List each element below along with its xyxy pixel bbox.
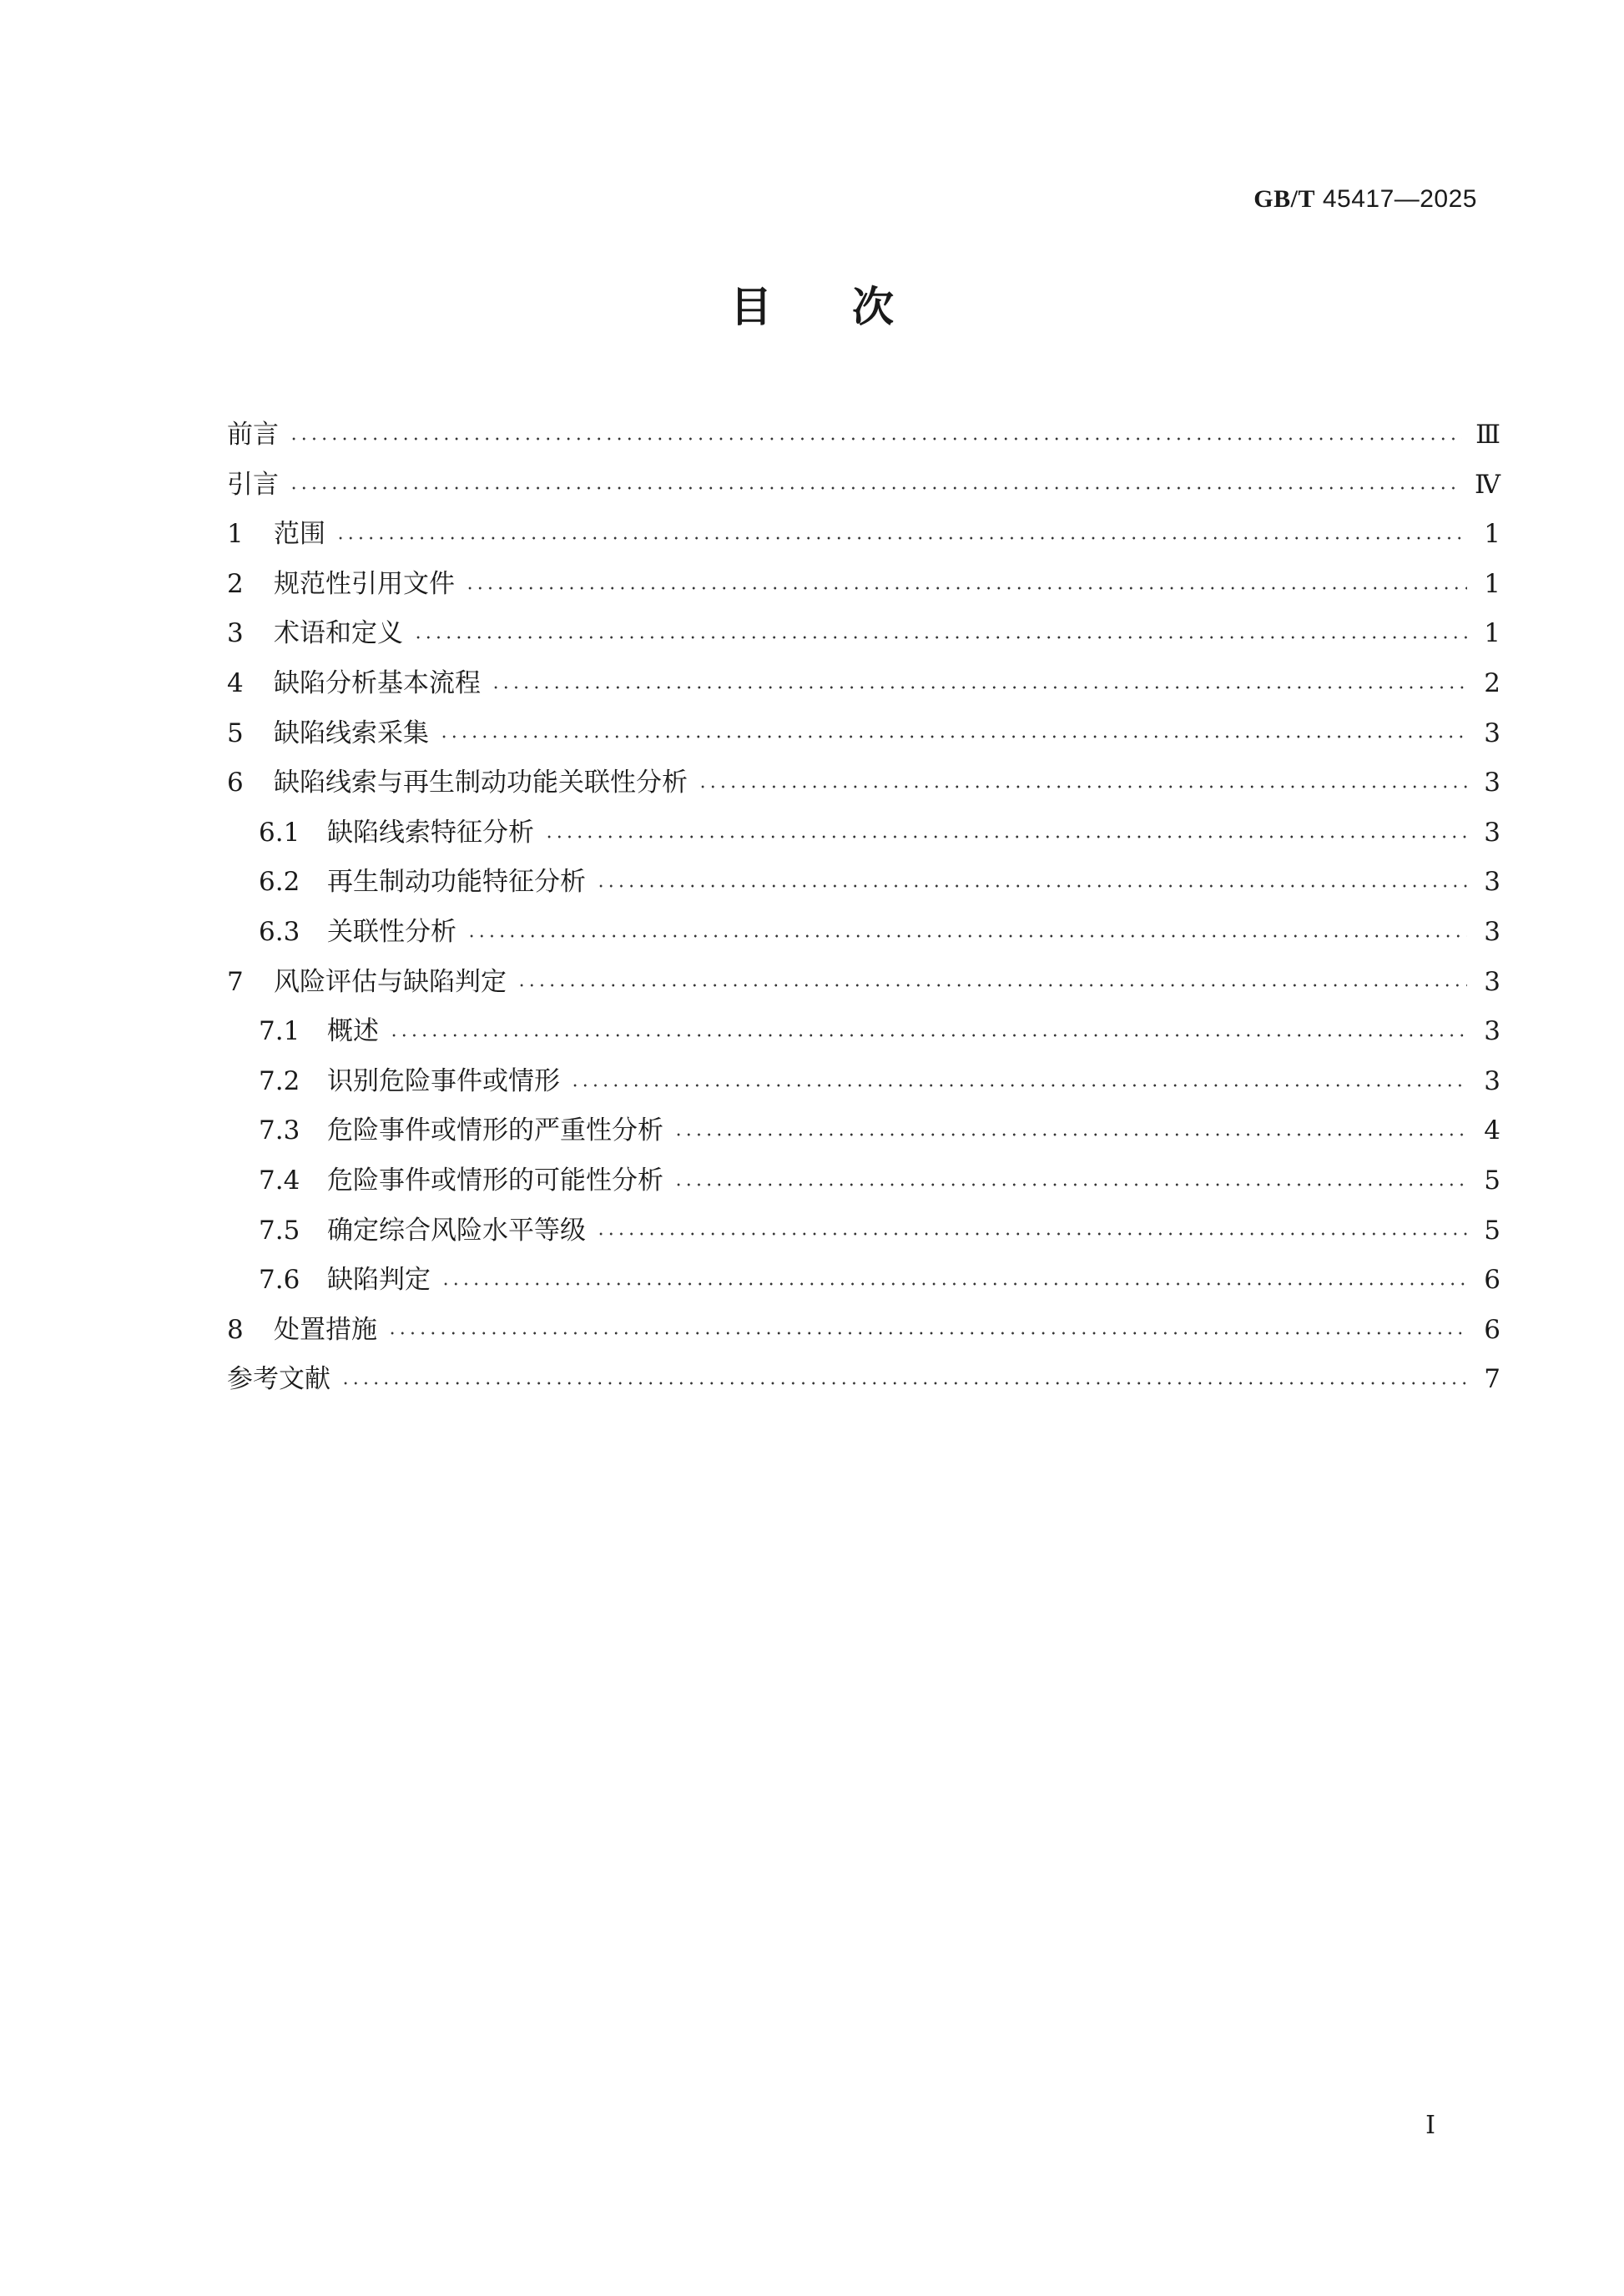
page-number: Ⅰ (1425, 2111, 1435, 2140)
toc-entry-number: 7.1 (259, 1016, 300, 1047)
toc-entry-page: 3 (1484, 768, 1500, 798)
dot-leader (517, 984, 1467, 987)
toc-entry-number: 3 (227, 618, 244, 649)
toc-entry-page: 2 (1484, 667, 1500, 698)
dot-leader (389, 1034, 1467, 1037)
toc-entry-label: 处置措施 (274, 1314, 377, 1345)
toc-entry[interactable] (227, 908, 1500, 958)
dot-leader (335, 536, 1467, 540)
toc-entry-label: 危险事件或情形的严重性分析 (327, 1115, 663, 1146)
toc-entry-label: 风险评估与缺陷判定 (274, 966, 507, 997)
toc-entry-number: 7.5 (259, 1215, 300, 1246)
standard-code (1253, 185, 1477, 214)
dot-leader (596, 884, 1467, 888)
toc-entry-page: 3 (1484, 867, 1500, 898)
toc-entry-page: 3 (1484, 1065, 1500, 1096)
toc-entry-number: 7.4 (259, 1165, 300, 1196)
toc-entry-page: 1 (1484, 519, 1500, 550)
toc-entry-page: 3 (1484, 1016, 1500, 1047)
dot-leader (413, 636, 1467, 639)
toc-entry-number: 7.2 (259, 1065, 300, 1096)
toc-entry-page: 5 (1484, 1165, 1500, 1196)
toc-list (227, 410, 1500, 1405)
standard-prefix: GB/T (1253, 185, 1315, 213)
dot-leader (570, 1084, 1467, 1087)
toc-entry[interactable] (227, 560, 1500, 610)
toc-entry-label: 规范性引用文件 (274, 568, 455, 599)
dot-leader (340, 1382, 1467, 1385)
toc-entry-number: 2 (227, 568, 244, 599)
dot-leader (289, 486, 1461, 490)
toc-entry[interactable] (227, 609, 1500, 659)
toc-entry-page: 1 (1484, 568, 1500, 599)
toc-entry-label: 危险事件或情形的可能性分析 (327, 1165, 663, 1196)
toc-title-part1: 目 (730, 283, 772, 331)
toc-entry[interactable] (227, 410, 1500, 461)
toc-title-part2: 次 (852, 283, 894, 331)
toc-entry-number: 7.6 (259, 1265, 300, 1296)
toc-entry-label: 识别危险事件或情形 (327, 1065, 560, 1096)
toc-entry-number: 8 (227, 1314, 244, 1345)
toc-entry-number: 7.3 (259, 1115, 300, 1146)
toc-entry-label: 缺陷线索采集 (274, 718, 429, 748)
toc-entry-page: 5 (1484, 1215, 1500, 1246)
toc-entry-label: 参考文献 (227, 1364, 330, 1395)
standard-number: 45417—2025 (1322, 185, 1477, 213)
toc-entry[interactable] (227, 808, 1500, 858)
toc-entry-label: 引言 (227, 469, 279, 500)
toc-entry-page: 3 (1484, 916, 1500, 947)
toc-entry-label: 概述 (327, 1016, 379, 1047)
dot-leader (596, 1232, 1467, 1236)
toc-entry[interactable] (227, 958, 1500, 1008)
toc-entry[interactable] (227, 1256, 1500, 1306)
toc-entry-label: 缺陷判定 (327, 1265, 431, 1296)
toc-entry-number: 6 (227, 768, 244, 798)
toc-entry[interactable] (227, 1007, 1500, 1057)
toc-entry-label: 缺陷线索与再生制动功能关联性分析 (274, 768, 688, 798)
toc-entry-number: 5 (227, 718, 244, 748)
toc-entry[interactable] (227, 1156, 1500, 1206)
toc-entry-label: 术语和定义 (274, 618, 403, 649)
toc-entry-number: 6.1 (259, 817, 300, 848)
toc-entry-page: 4 (1484, 1115, 1500, 1146)
toc-entry-page: Ⅲ (1475, 420, 1500, 450)
toc-entry[interactable] (227, 461, 1500, 511)
toc-entry[interactable] (227, 858, 1500, 908)
dot-leader (465, 587, 1467, 590)
toc-entry-label: 范围 (274, 519, 325, 550)
dot-leader (491, 686, 1467, 689)
toc-entry-page: 1 (1484, 618, 1500, 649)
toc-entry[interactable] (227, 1306, 1500, 1356)
toc-entry-label: 再生制动功能特征分析 (327, 867, 586, 898)
toc-entry-page: 6 (1484, 1314, 1500, 1345)
toc-entry-number: 7 (227, 966, 244, 997)
dot-leader (544, 835, 1467, 838)
dot-leader (467, 934, 1467, 938)
toc-entry-label: 缺陷分析基本流程 (274, 667, 481, 698)
toc-entry[interactable] (227, 1355, 1500, 1405)
toc-entry-number: 1 (227, 519, 244, 550)
toc-entry[interactable] (227, 709, 1500, 759)
toc-entry[interactable] (227, 1206, 1500, 1256)
toc-entry-page: Ⅳ (1475, 469, 1500, 500)
toc-entry-label: 缺陷线索特征分析 (327, 817, 534, 848)
toc-entry-number: 6.3 (259, 916, 300, 947)
toc-entry-number: 6.2 (259, 867, 300, 898)
toc-entry-page: 3 (1484, 817, 1500, 848)
toc-entry[interactable] (227, 659, 1500, 709)
toc-entry-page: 6 (1484, 1265, 1500, 1296)
toc-entry-label: 前言 (227, 420, 279, 450)
dot-leader (698, 785, 1467, 788)
toc-entry-label: 关联性分析 (327, 916, 456, 947)
dot-leader (673, 1133, 1467, 1136)
toc-entry-page: 7 (1484, 1364, 1500, 1395)
toc-entry[interactable] (227, 510, 1500, 560)
toc-entry-page: 3 (1484, 966, 1500, 997)
toc-entry-number: 4 (227, 667, 244, 698)
dot-leader (289, 437, 1462, 441)
dot-leader (387, 1332, 1467, 1335)
toc-entry[interactable] (227, 1106, 1500, 1156)
toc-entry[interactable] (227, 758, 1500, 808)
dot-leader (673, 1183, 1467, 1186)
toc-entry[interactable] (227, 1057, 1500, 1107)
toc-entry-page: 3 (1484, 718, 1500, 748)
toc-entry-label: 确定综合风险水平等级 (327, 1215, 586, 1246)
toc-title (0, 274, 1624, 334)
dot-leader (439, 735, 1467, 738)
dot-leader (441, 1282, 1467, 1286)
